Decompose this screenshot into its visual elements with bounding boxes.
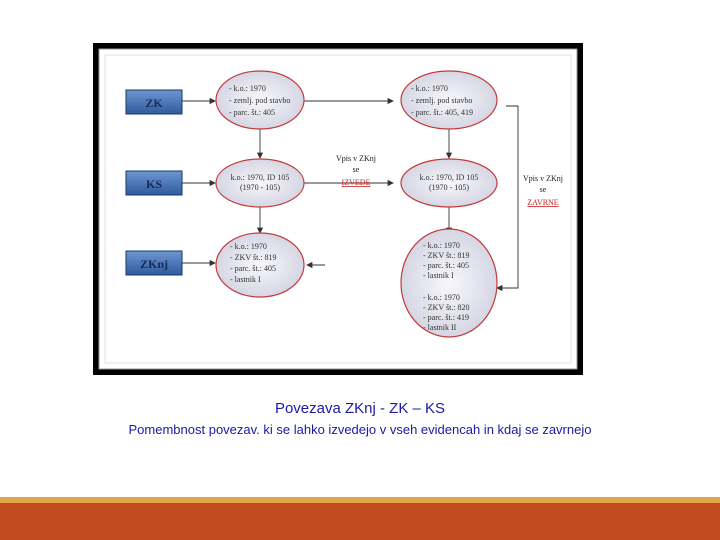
ellipse-right-zknj-line: - k.o.: 1970 bbox=[423, 293, 460, 302]
note-zavrne-highlight: ZAVRNE bbox=[527, 198, 559, 207]
ellipse-right-ks bbox=[401, 159, 497, 207]
note-izvede-line2: se bbox=[352, 165, 360, 174]
ellipse-right-zknj-line: - lastnik II bbox=[423, 323, 457, 332]
box-zknj-label: ZKnj bbox=[139, 257, 169, 271]
ellipse-right-zk bbox=[401, 71, 497, 129]
box-zk bbox=[126, 90, 182, 114]
ellipse-right-zk-line: - parc. št.: 405, 419 bbox=[411, 108, 473, 117]
ellipse-left-zk-line: - parc. št.: 405 bbox=[229, 108, 275, 117]
diagram-canvas bbox=[93, 43, 583, 375]
ellipse-right-zknj-line: - ZKV št.: 820 bbox=[423, 303, 470, 312]
ellipse-right-zk-line: - k.o.: 1970 bbox=[411, 84, 448, 93]
ellipse-right-ks-line: k.o.: 1970, ID 105 bbox=[419, 173, 479, 182]
ellipse-right-zknj bbox=[401, 229, 497, 337]
ellipse-right-zknj-line: - lastnik I bbox=[423, 271, 454, 280]
ellipse-right-zknj-line: - parc. št.: 419 bbox=[423, 313, 469, 322]
box-ks bbox=[126, 171, 182, 195]
ellipse-left-zknj bbox=[216, 233, 304, 297]
ellipse-left-ks-line: k.o.: 1970, ID 105 bbox=[230, 173, 290, 182]
ellipse-right-zknj-line: - parc. št.: 405 bbox=[423, 261, 469, 270]
note-izvede-line1: Vpis v ZKnj bbox=[336, 154, 376, 163]
box-zknj bbox=[126, 251, 182, 275]
caption-title: Povezava ZKnj - ZK – KS bbox=[274, 400, 446, 417]
note-zavrne bbox=[519, 171, 567, 213]
ellipse-left-zknj-line: - lastnik I bbox=[230, 275, 261, 284]
ellipse-left-zknj-line: - k.o.: 1970 bbox=[230, 242, 267, 251]
ellipse-left-ks bbox=[216, 159, 304, 207]
ellipse-right-zknj-line: - k.o.: 1970 bbox=[423, 241, 460, 250]
ellipse-left-zknj-line: - ZKV št.: 819 bbox=[230, 253, 277, 262]
box-ks-label: KS bbox=[145, 177, 163, 191]
caption-subtitle: Pomembnost povezav. ki se lahko izvedejo v vseh evidencah in kdaj se zavrnejo bbox=[128, 422, 592, 437]
ellipse-left-zk-line: - k.o.: 1970 bbox=[229, 84, 266, 93]
ellipse-left-ks-line: (1970 - 105) bbox=[240, 183, 280, 192]
ellipse-right-zk-line: - zemlj. pod stavbo bbox=[411, 96, 473, 105]
box-zk-label: ZK bbox=[145, 96, 163, 110]
note-zavrne-line2: se bbox=[539, 185, 547, 194]
ellipse-left-zk bbox=[216, 71, 304, 129]
ellipse-left-zk-line: - zemlj. pod stavbo bbox=[229, 96, 291, 105]
note-izvede-highlight: IZVEDE bbox=[341, 178, 371, 187]
ellipse-right-ks-line: (1970 - 105) bbox=[429, 183, 469, 192]
ellipse-right-zknj-line: - ZKV št.: 819 bbox=[423, 251, 470, 260]
footer-bar bbox=[0, 503, 720, 540]
note-zavrne-line1: Vpis v ZKnj bbox=[523, 174, 563, 183]
ellipse-left-zknj-line: - parc. št.: 405 bbox=[230, 264, 276, 273]
diagram-figure bbox=[93, 43, 583, 375]
